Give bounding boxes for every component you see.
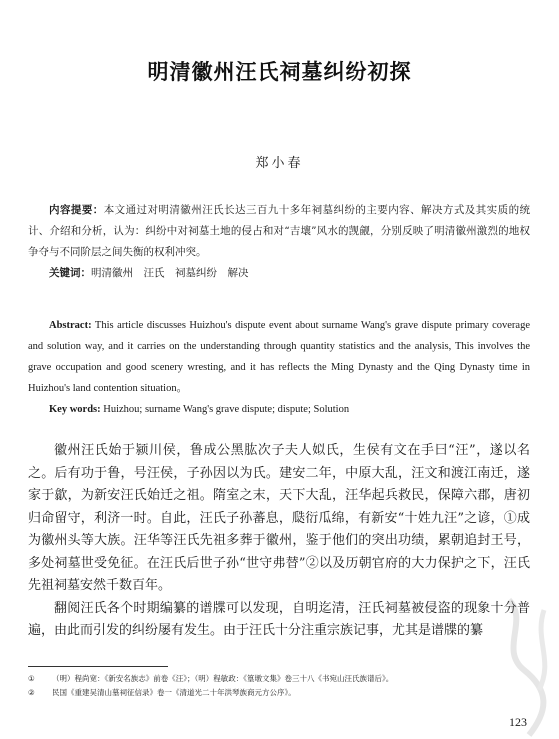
footnote-mark: ② bbox=[28, 688, 35, 697]
abstract-english bbox=[28, 315, 530, 399]
abstract-en-text: This article discusses Huizhou's dispute event about surname Wang's grave dispute primary coverage and solution way, and it carries on the understanding through quantity statistics and the analysis, This involves the grave occupation and good scenery wresting, and it has reflects the Ming Dynasty and the Qing Dynasty time in Huizhou's land contention situation。 bbox=[28, 320, 530, 394]
footnote-1 bbox=[28, 672, 530, 686]
keywords-en-label: Key words: bbox=[49, 404, 101, 415]
page-number: 123 bbox=[509, 715, 527, 729]
footnote-text: （明）程尚宽：《新安名族志》前卷《汪》；（明）程敏政：《篁墩文集》卷三十八《书宛山汪氏族谱后》。 bbox=[52, 674, 394, 683]
body-text bbox=[28, 440, 530, 643]
body-paragraph-2: 翻阅汪氏各个时期编纂的谱牒可以发现，自明迄清，汪氏祠墓被侵盗的现象十分普遍，由此而引发的纠纷屡有发生。由于汪氏十分注重宗族记事，尤其是谱牒的纂 bbox=[28, 600, 530, 638]
abstract-chinese bbox=[28, 200, 530, 263]
keywords-en-text: Huizhou; surname Wang's grave dispute; dispute; Solution bbox=[103, 404, 350, 415]
abstract-cn-label: 内容提要： bbox=[49, 204, 104, 216]
footnote-2 bbox=[28, 686, 530, 700]
author-name: 郑小春 bbox=[255, 156, 304, 171]
abstract-en-label: Abstract: bbox=[49, 320, 92, 331]
abstract-cn-text: 本文通过对明清徽州汪氏长达三百九十多年祠墓纠纷的主要内容、解决方式及其实质的统计、介绍和分析，认为：纠纷中对祠墓土地的侵占和对“吉壤”风水的觊觎，分别反映了明清徽州激烈的地权争夺与不同阶层之间失衡的权利冲突。 bbox=[28, 204, 531, 258]
keywords-chinese bbox=[28, 263, 530, 284]
keywords-english bbox=[28, 399, 530, 420]
paper-title: 明清徽州汪氏祠墓纠纷初探 bbox=[147, 60, 412, 84]
footnote-mark: ① bbox=[28, 674, 35, 683]
keywords-cn-label: 关键词： bbox=[49, 267, 91, 279]
footnote-divider bbox=[28, 666, 168, 667]
footnotes bbox=[28, 672, 530, 700]
footnote-text: 民国《重建吴清山墓祠征信录》卷一《清道光二十年洪琴族商元方公序》。 bbox=[52, 688, 296, 697]
keywords-cn-text: 明清徽州 汪氏 祠墓纠纷 解决 bbox=[91, 267, 249, 279]
body-paragraph-1: 徽州汪氏始于颍川侯，鲁成公黑肱次子夫人姒氏，生侯有文在手曰“汪”，遂以名之。后有功于鲁，号汪侯，子孙因以为氏。建安二年，中原大乱，汪文和渡江南迁，遂家于歙，为新安汪氏始迁之祖。隋室之末，天下大乱，汪华起兵救民，保障六郡，唐初归命留守，利济一时。自此，汪氏子孙蕃息，瓞衍瓜绵，有新安“十姓九汪”之谚，①成为徽州头等大族。汪华等汪氏先祖多葬于徽州，鉴于他们的突出功绩，累朝追封王号，多处祠墓世受免征。在汪氏后世子孙“世守弗替”②以及历朝官府的大力保护之下，汪氏先祖祠墓安然千数百年。 bbox=[28, 443, 530, 593]
